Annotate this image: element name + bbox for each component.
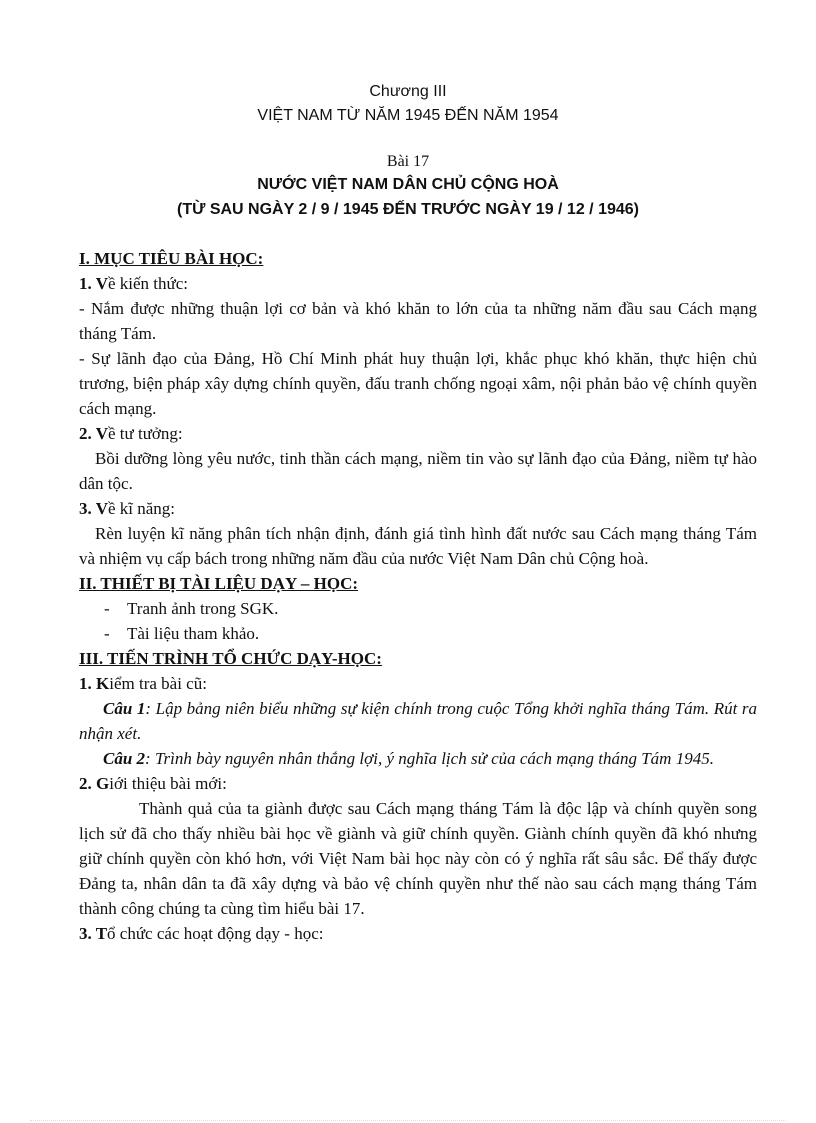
- paragraph: Rèn luyện kĩ năng phân tích nhận định, đánh giá tình hình đất nước sau Cách mạng tháng Tám và nhiệm vụ cấp bách trong những năm đầu của nước Việt Nam Dân chủ Cộng hoà.: [79, 524, 757, 568]
- chapter-number: Chương III: [369, 83, 447, 100]
- page-bottom-rule: [30, 1120, 786, 1121]
- subsection-review: 1. Kiểm tra bài cũ:: [79, 674, 207, 693]
- paragraph: - Sự lãnh đạo của Đảng, Hồ Chí Minh phát huy thuận lợi, khắc phục khó khăn, thực hiện chủ trương, biện pháp xây dựng chính quyền, đấu tranh chống ngoại xâm, nội phản bảo vệ chính quyền cách mạng.: [79, 349, 757, 418]
- list-item: - Tài liệu tham khảo.: [104, 624, 260, 643]
- chapter-title: VIỆT NAM TỪ NĂM 1945 ĐẾN NĂM 1954: [257, 107, 559, 124]
- paragraph: Thành quả của ta giành được sau Cách mạng tháng Tám là độc lập và chính quyền song lịch sử đã cho thấy nhiều bài học về giành và giữ chính quyền. Giành chính quyền đã khó nhưng giữ chính quyền còn khó hơn, với Việt Nam bài học này còn có ý nghĩa rất sâu sắc. Để thấy được Đảng ta, nhân dân ta đã xây dựng và bảo vệ chính quyền như thế nào sau cách mạng tháng Tám thành công chúng ta cùng tìm hiểu bài 17.: [79, 799, 757, 918]
- list-item: - Tranh ảnh trong SGK.: [104, 599, 279, 618]
- lesson-subtitle: (TỪ SAU NGÀY 2 / 9 / 1945 ĐẾN TRƯỚC NGÀY 19 / 12 / 1946): [177, 201, 639, 218]
- materials-list: [79, 596, 757, 646]
- question-1: Câu 1: Lập bảng niên biểu những sự kiện chính trong cuộc Tổng khởi nghĩa tháng Tám. Rút ra nhận xét.: [79, 699, 758, 743]
- subsection-skills: 3. Về kĩ năng:: [79, 499, 176, 518]
- lesson-content: [79, 246, 757, 946]
- section-heading-objectives: I. MỤC TIÊU BÀI HỌC:: [79, 249, 264, 268]
- paragraph: Bồi dưỡng lòng yêu nước, tinh thần cách mạng, niềm tin vào sự lãnh đạo của Đảng, niềm tự hào dân tộc.: [79, 449, 757, 493]
- subsection-introduction: 2. Giới thiệu bài mới:: [79, 774, 227, 793]
- subsection-attitude: 2. Về tư tưởng:: [79, 424, 183, 443]
- question-2: Câu 2: Trình bày nguyên nhân thắng lợi, ý nghĩa lịch sử của cách mạng tháng Tám 1945.: [103, 749, 714, 768]
- lesson-title: NƯỚC VIỆT NAM DÂN CHỦ CỘNG HOÀ: [257, 176, 559, 193]
- lesson-number: Bài 17: [386, 153, 430, 170]
- subsection-activities: 3. Tổ chức các hoạt động dạy - học:: [79, 924, 324, 943]
- section-heading-materials: II. THIẾT BỊ TÀI LIỆU DẠY – HỌC:: [79, 574, 359, 593]
- subsection-knowledge: 1. Về kiến thức:: [79, 274, 189, 293]
- chapter-header: [0, 80, 816, 128]
- lesson-header: [0, 152, 816, 222]
- section-heading-procedure: III. TIẾN TRÌNH TỔ CHỨC DẠY-HỌC:: [79, 649, 382, 668]
- paragraph: - Nắm được những thuận lợi cơ bản và khó khăn to lớn của ta những năm đầu sau Cách mạng tháng Tám.: [79, 299, 757, 343]
